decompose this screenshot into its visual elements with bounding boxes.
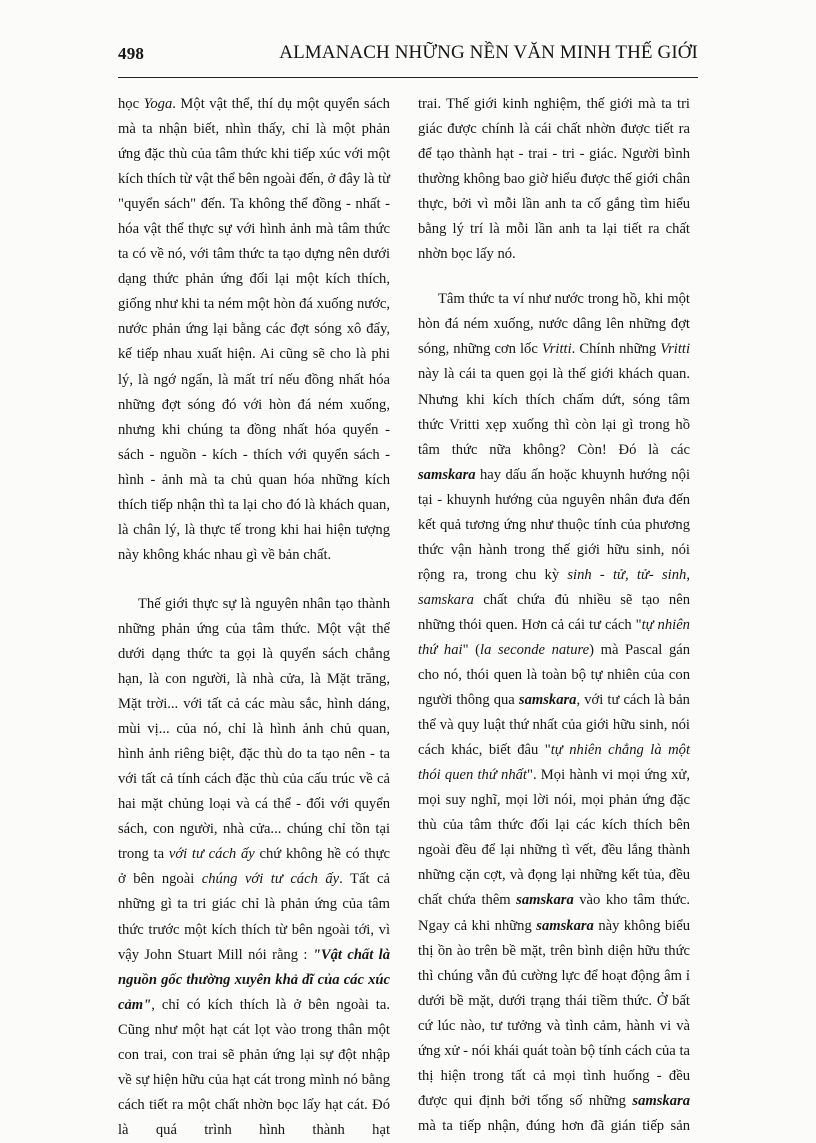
header-rule [118,77,698,78]
right-paragraph-1: trai. Thế giới kinh nghiệm, thế giới mà ta tri giác được chính là cái chất nhờn được tiết ra để tạo thành hạt - trai - tri - giác. Người bình thường không bao giờ hiểu được thế giới chân thực, bởi vì mỗi lần anh ta cố gắng tìm hiểu bằng lý trí là mỗi lần anh ta lại tiết ra chất nhờn bọc lấy nó. [418,96,690,263]
running-title: ALMANACH NHỮNG NỀN VĂN MINH THẾ GIỚI [279,42,698,63]
page-header [118,38,698,70]
left-column [118,92,390,1143]
term-samskara: samskara [516,892,574,909]
right-column [418,92,690,1139]
left-paragraph-2: Thế giới thực sự là nguyên nhân tạo thành những phản ứng của tâm thức. Một vật thể dưới dạng thức ta gọi là quyển sách chẳng hạn, là con người, là nhà cửa, là Mặt trăng, Mặt trời... với tất cả các màu sắc, hình dáng, mùi vị... của nó, chỉ là hình ảnh chủ quan, hình ảnh riêng biệt, đặc thù do ta tạo nên - ta với tất cả tính cách đặc thù của cấu trúc về cả hai mặt chủng loại và cá thể - đối với quyển sách, con người, nhà cửa... chúng chỉ tồn tại trong ta với tư cách ấy chứ không hề có thực ở bên ngoài chúng với tư cách ấy. Tất cả những gì ta tri giác chỉ là phản ứng của tâm thức trước một kích thích từ bên ngoài tới, vì vậy John Stuart Mill nói rằng : "Vật chất là nguồn gốc thường xuyên khả dĩ của các xúc cảm", chỉ có kích thích là ở bên ngoài ta. Cũng như một hạt cát lọt vào trong thân một con trai, con trai sẽ phản ứng lại sự đột nhập về sự hiện hữu của hạt cát trong mình nó bằng cách tiết ra một chất nhờn bọc lấy hạt cát. Đó là quá trình hình thành hạt [118,595,390,1138]
term-samskara: samskara [418,466,476,483]
term-samskara: samskara [632,1092,690,1109]
term-samskara: samskara [536,917,594,934]
page-number: 498 [118,44,145,63]
mill-quote: "Vật chất là nguồn gốc thường xuyên khả dĩ của các xúc cảm" [118,946,390,1013]
term-samskara: samskara [518,692,577,709]
left-paragraph-1: học Yoga. Một vật thể, thí dụ một quyển sách mà ta nhận biết, nhìn thấy, chỉ là một phản ứng đặc thù của tâm thức khi tiếp xúc với một kích thích từ vật thể bên ngoài đến, ở đây là từ "quyển sách" đến. Ta không thể đồng - nhất - hóa vật thể thực sự với hình ảnh mà tâm thức ta có về nó, với tâm thức ta tạo dựng nên dưới dạng thức phản ứng đối lại một kích thích, giống như khi ta ném một hòn đá xuống nước, nước phản ứng lại bằng các đợt sóng xô đẩy, kế tiếp nhau xuất hiện. Ai cũng sẽ cho là phi lý, là ngớ ngẩn, là mất trí nếu đồng nhất hóa những đợt sóng đó với hòn đá ném xuống, nhưng khi chúng ta đồng nhất hóa quyển - sách - nguồn - kích - thích với quyển sách - hình - ảnh mà ta chủ quan hóa những kích thích tiếp nhận thì ta lại cho đó là khách quan, là chân lý, là thực tế trong khi hai hiện tượng này không khác nhau gì về bản chất. [118,96,390,563]
right-paragraph-2: Tâm thức ta ví như nước trong hồ, khi một hòn đá ném xuống, nước dâng lên những đợt sóng, những cơn lốc Vritti. Chính những Vritti này là cái ta quen gọi là thế giới khách quan. Nhưng khi kích thích chấm dứt, sóng tâm thức Vritti xẹp xuống thì còn lại gì trong hồ tâm thức nữa không? Còn! Đó là các samskara hay dấu ấn hoặc khuynh hướng nội tại - khuynh hướng của nguyên nhân đưa đến kết quả tương ứng như thuộc tính của phương thức vận hành trong thế giới hữu sinh, nói rộng ra, trong chu kỳ sinh - tử, tử- sinh, samskara chất chứa đủ nhiều sẽ tạo nên những thói quen. Hơn cả cái tư cách "tự nhiên thứ hai" (la seconde nature) mà Pascal gán cho nó, thói quen là toàn bộ tự nhiên của con người thông qua samskara, với tư cách là bản thể và quy luật thứ nhất của giới hữu sinh, nói cách khác, biết đâu "tự nhiên chẳng là một thói quen thứ nhất". Mọi hành vi mọi ứng xử, mọi suy nghĩ, mọi lời nói, mọi phản ứng đặc thù của tâm thức đối lại các kích thích bên ngoài đều để lại những tì vết, đều lắng thành những cặn cợt, và đọng lại những kết tủa, đều chất chứa thêm samskara vào kho tâm thức. Ngay cả khi những samskara này không biểu thị ồn ào trên bề mặt, trên bình diện hữu thức thì chúng vẫn đủ cường lực để hoạt động âm ỉ dưới bề mặt, dưới trạng thái tiềm thức. Ở bất cứ lúc nào, tư tưởng và tình cảm, hành vi và ứng xử - nói khái quát toàn bộ tính cách của ta thị hiện trong tất cả mọi tình huống - đều được qui định bởi tổng số những samskara mà ta tiếp nhận, đúng hơn đã gián tiếp sản [418,291,691,1134]
